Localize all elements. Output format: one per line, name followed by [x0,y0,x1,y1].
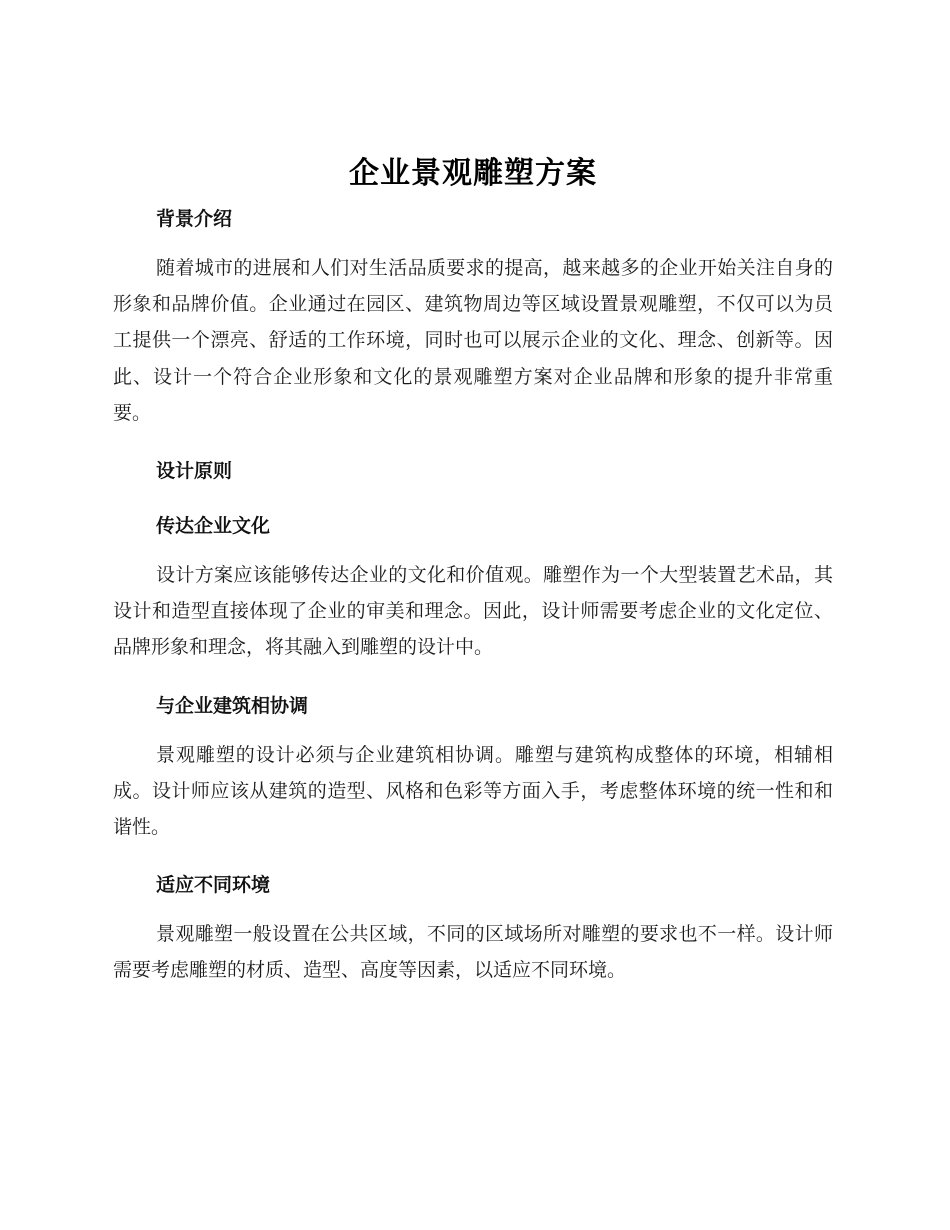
section-heading-convey-culture: 传达企业文化 [156,515,271,538]
section-heading-adapt-environments: 适应不同环境 [156,874,271,897]
section-heading-background: 背景介绍 [156,208,233,230]
section-heading-harmonize-architecture: 与企业建筑相协调 [156,694,309,717]
paragraph-harmonize-architecture: 景观雕塑的设计必须与企业建筑相协调。雕塑与建筑构成整体的环境，相辅相成。设计师应该从建筑的造型、风格和色彩等方面入手，考虑整体环境的统一性和和谐性。 [113,743,833,839]
page-title: 企业景观雕塑方案 [349,156,597,191]
paragraph-convey-culture: 设计方案应该能够传达企业的文化和价值观。雕塑作为一个大型装置艺术品，其设计和造型直接体现了企业的审美和理念。因此，设计师需要考虑企业的文化定位、品牌形象和理念，将其融入到雕塑的设计中。 [113,564,833,659]
section-heading-design-principles: 设计原则 [156,460,233,483]
paragraph-background: 随着城市的进展和人们对生活品质要求的提高，越来越多的企业开始关注自身的形象和品牌价值。企业通过在园区、建筑物周边等区域设置景观雕塑，不仅可以为员工提供一个漂亮、舒适的工作环境，同时也可以展示企业的文化、理念、创新等。因此、设计一个符合企业形象和文化的景观雕塑方案对企业品牌和形象的提升非常重要。 [113,257,833,424]
paragraph-adapt-environments: 景观雕塑一般设置在公共区域，不同的区域场所对雕塑的要求也不一样。设计师需要考虑雕塑的材质、造型、高度等因素，以适应不同环境。 [113,923,833,982]
document-page [113,152,833,989]
